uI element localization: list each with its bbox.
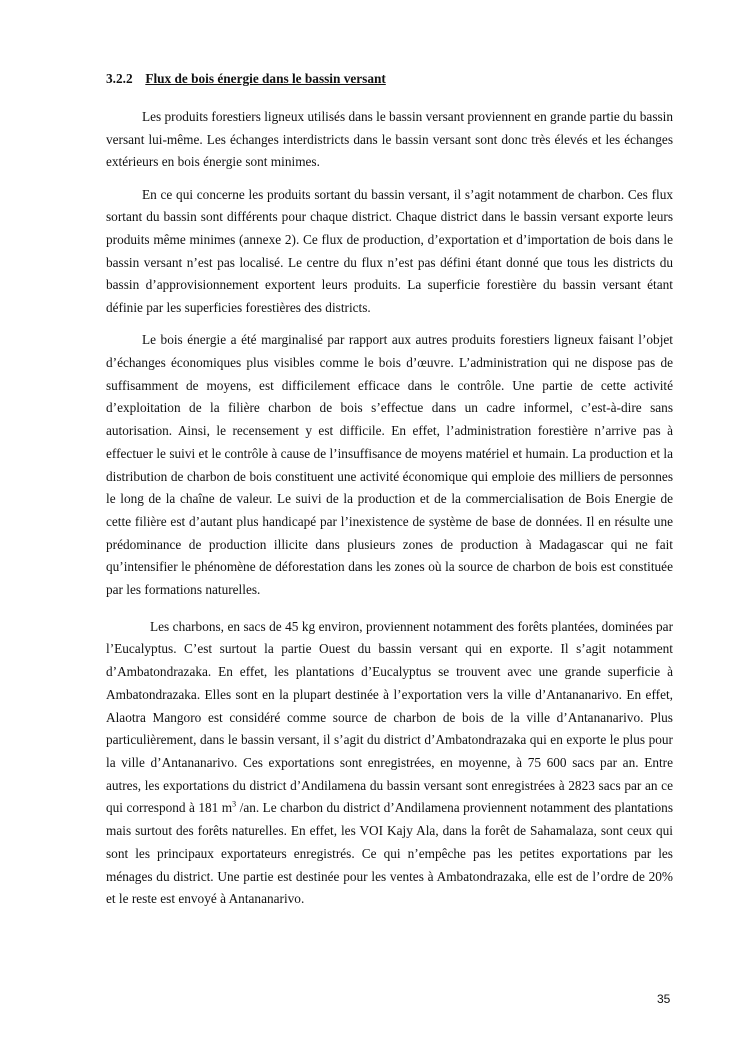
paragraph-2: En ce qui concerne les produits sortant du bassin versant, il s’agit notamment de charbon. Ces flux sortant du bassin sont différents pour chaque district. Chaque district dans le bassin versant exporte leurs produits même minimes (annexe 2). Ce flux de production, d’exportation et d’importation de bois dans le bassin versant n’est pas localisé. Le centre du flux n’est pas défini étant donné que tous les districts du bassin d’approvisionnement exportent leurs produits. La superficie forestière du bassin versant étant définie par les superficies forestières des districts. [106,186,673,316]
section-heading [106,71,386,87]
section-number: 3.2.2 [106,71,133,86]
document-body [106,106,673,920]
paragraph-4-part-1: Les charbons, en sacs de 45 kg environ, proviennent notamment des forêts plantées, dominées par l’Eucalyptus. C’est surtout la partie Ouest du bassin versant qui en exporte. Il s’agit notamment d’Ambatondrazaka. En effet, les plantations d’Eucalyptus se trouvent avec une grande superficie à Ambatondrazaka. Elles sont en la plupart destinée à l’exportation vers la ville d’Antananarivo. En effet, Alaotra Mangoro est considéré comme source de charbon de bois de la ville d’Antananarivo. Plus particulièrement, dans le bassin versant, il s’agit du district d’Ambatondrazaka qui en exporte le plus pour la ville d’Antananarivo. Ces exportations sont enregistrées, en moyenne, à 75 600 sacs par an. Entre autres, les exportations du district d’Andilamena du bassin versant sont enregistrées à 2823 sacs par an ce qui correspond à 181 m [106,618,673,816]
paragraph-3: Le bois énergie a été marginalisé par rapport aux autres produits forestiers ligneux faisant l’objet d’échanges économiques plus visibles comme le bois d’œuvre. L’administration qui ne dispose pas de suffisamment de moyens, est difficilement efficace dans le contrôle. Une partie de cette activité d’exploitation de la filière charbon de bois s’effectue dans un cadre informel, c’est-à-dire sans autorisation. Ainsi, le recensement y est difficile. En effet, l’administration forestière n’arrive pas à effectuer le suivi et le contrôle à cause de l’insuffisance de moyens matériel et humain. La production et la distribution de charbon de bois constituent une activité économique qui emploie des milliers de personnes le long de la chaîne de valeur. Le suivi de la production et de la commercialisation de Bois Energie de cette filière est d’autant plus handicapé par l’inexistence de système de base de données. Il en résulte une prédominance de production illicite dans plusieurs zones de production à Madagascar qui ne fait qu’intensifier le phénomène de déforestation dans les zones où la source de charbon de bois est constituée par les formations naturelles. [106,332,673,598]
section-title: Flux de bois énergie dans le bassin versant [145,71,386,86]
page-number: 35 [657,992,671,1006]
superscript-cubed: 3 [232,799,237,809]
paragraph-1: Les produits forestiers ligneux utilisés dans le bassin versant proviennent en grande partie du bassin versant lui-même. Les échanges interdistricts dans le bassin versant sont donc très élevés et les échanges extérieurs en bois énergie sont minimes. [106,109,674,170]
paragraph-4-part-2: /an. Le charbon du district d’Andilamena proviennent notamment des plantations mais surtout des forêts naturelles. En effet, les VOI Kajy Ala, dans la forêt de Sahamalaza, sont ceux qui sont les principaux exportateurs enregistrés. Ce qui n’empêche pas les petites exportations par les ménages du district. Une partie est destinée pour les ventes à Ambatondrazaka, elle est de l’ordre de 20% et le reste est envoyé à Antananarivo. [106,800,673,907]
paragraph-4 [106,616,673,911]
